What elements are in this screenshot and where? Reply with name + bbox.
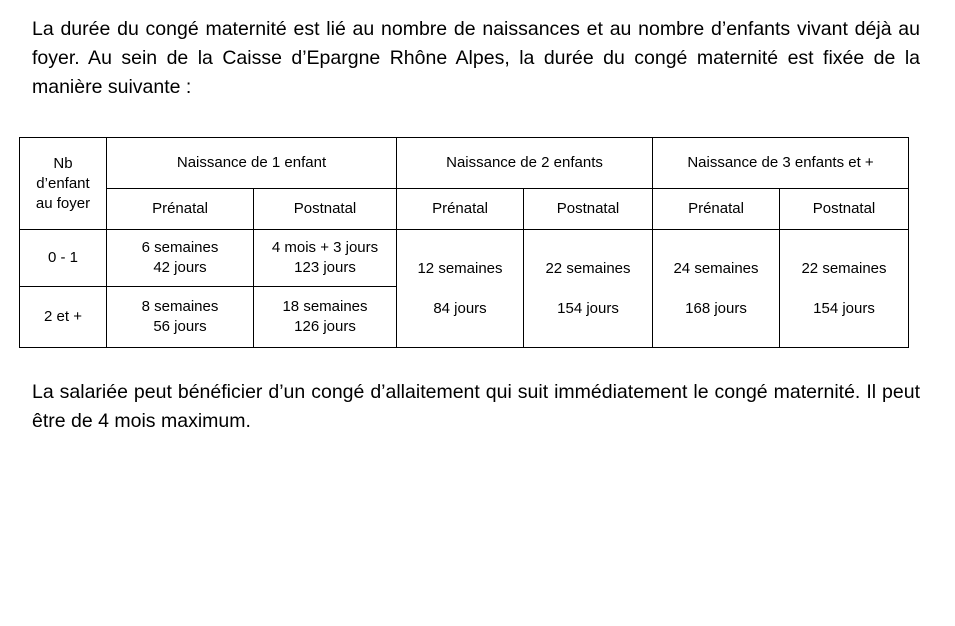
subheader-postnatal: Postnatal (524, 189, 653, 230)
table-cell (107, 287, 254, 348)
row-label: 2 et + (20, 287, 107, 348)
cell-line: 126 jours (294, 318, 356, 335)
merged-table-cell (653, 230, 780, 348)
corner-header-line: au foyer (35, 194, 91, 212)
cell-line: 18 semaines (282, 298, 368, 315)
cell-line: 22 semaines (801, 259, 887, 277)
merged-table-cell (780, 230, 909, 348)
cell-line: 56 jours (153, 318, 207, 335)
corner-header-line: d’enfant (36, 174, 90, 192)
intro-line: La durée du congé maternité est lié au nombre de naissances et au nombre d’enfants (32, 18, 791, 40)
group-header-1-child: Naissance de 1 enfant (107, 138, 397, 189)
intro-line: vivant déjà au foyer. Au sein de la Caisse d’Epargne Rhône Alpes, la durée du congé (32, 18, 920, 69)
table-cell (254, 230, 397, 287)
maternity-leave-table (19, 137, 909, 348)
corner-header-cell (20, 138, 107, 230)
cell-line: 154 jours (813, 299, 875, 317)
cell-line: 42 jours (153, 259, 207, 276)
table-cell (254, 287, 397, 348)
cell-line: 84 jours (433, 299, 487, 317)
table-subheader-row (20, 189, 909, 230)
cell-line: 24 semaines (673, 259, 759, 277)
cell-line: 154 jours (557, 299, 619, 317)
table-cell (107, 230, 254, 287)
subheader-postnatal: Postnatal (254, 189, 397, 230)
subheader-prenatal: Prénatal (653, 189, 780, 230)
merged-table-cell (524, 230, 653, 348)
outro-line: maternité. Il peut être de 4 mois maximum. (32, 381, 920, 432)
corner-header-line: Nb (53, 154, 73, 172)
cell-line: 4 mois + 3 jours (271, 239, 379, 256)
subheader-postnatal: Postnatal (780, 189, 909, 230)
intro-paragraph (32, 15, 920, 102)
table-header-row (20, 138, 909, 189)
group-header-2-children: Naissance de 2 enfants (397, 138, 653, 189)
cell-line: 6 semaines (141, 239, 219, 256)
cell-line: 22 semaines (545, 259, 631, 277)
intro-line: maternité est fixée de la manière suivante : (32, 47, 920, 98)
group-header-3-children: Naissance de 3 enfants et + (653, 138, 909, 189)
merged-table-cell (397, 230, 524, 348)
subheader-prenatal: Prénatal (397, 189, 524, 230)
row-label: 0 - 1 (20, 230, 107, 287)
cell-line: 8 semaines (141, 298, 219, 315)
cell-line: 12 semaines (417, 259, 503, 277)
outro-line: La salariée peut bénéficier d’un congé d’allaitement qui suit immédiatement le congé (32, 381, 768, 403)
cell-line: 168 jours (685, 299, 747, 317)
table-row (20, 230, 909, 287)
outro-paragraph (32, 378, 920, 436)
cell-line: 123 jours (294, 259, 356, 276)
subheader-prenatal: Prénatal (107, 189, 254, 230)
